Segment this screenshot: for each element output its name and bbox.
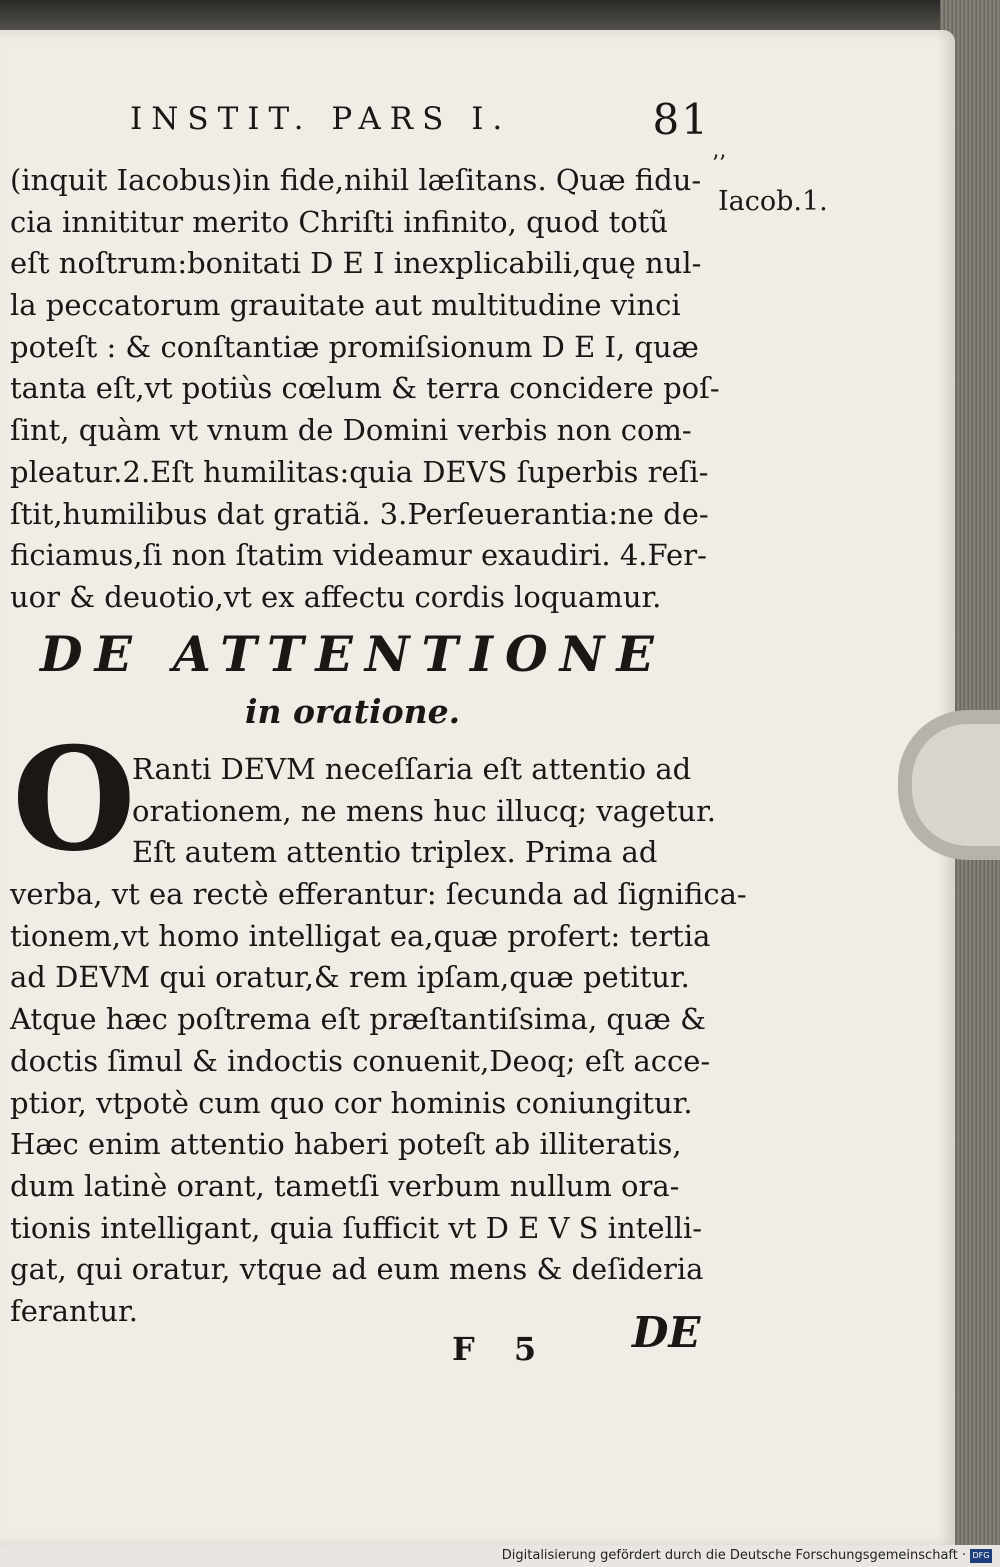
dfg-logo-icon: DFG (970, 1549, 992, 1563)
text-line: verba, vt ea rectè efferantur: ſecunda ad ſignifica- (10, 877, 747, 912)
text-line: uor & deuotio,vt ex affectu cordis loquamur. (10, 579, 662, 614)
text-line: pleatur.2.Eſt humilitas:quia DEVS ſuperbis reſi- (10, 454, 709, 489)
section-heading: DE ATTENTIONE (40, 625, 666, 683)
text-line: la peccatorum grauitate aut multitudine vinci (10, 288, 681, 323)
paragraph-2 (10, 749, 747, 1333)
footer-separator: · (961, 1548, 966, 1563)
text-line: ferantur. (10, 1293, 138, 1328)
text-line: ſint, quàm vt vnum de Domini verbis non com- (10, 413, 692, 448)
text-line: eſt noſtrum:bonitati D E I inexplicabili,quę nul- (10, 246, 702, 281)
margin-quote-mark: ’’ (712, 152, 726, 177)
margin-note: Iacob.1. (718, 186, 828, 217)
page-number: 81 (652, 95, 710, 144)
text-line: orationem, ne mens huc illucq; vagetur. (132, 793, 717, 828)
text-line: tionis intelligant, quia ſufficit vt D E V S intelli- (10, 1210, 703, 1245)
signature-mark: F 5 (452, 1330, 551, 1368)
drop-capital: O (12, 717, 136, 883)
digitization-footer (502, 1548, 992, 1563)
text-line: Eſt autem attentio triplex. Prima ad (132, 835, 658, 870)
text-line: cia innititur merito Chriſti infinito, quod totũ (10, 204, 669, 239)
text-line: doctis ſimul & indoctis conuenit,Deoq; eſt acce- (10, 1043, 711, 1078)
text-line: tanta eſt,vt potiùs cœlum & terra concidere poſ- (10, 371, 720, 406)
section-subheading: in oratione. (245, 692, 461, 731)
text-line: poteſt : & conſtantiæ promiſsionum D E I, quæ (10, 329, 699, 364)
footer-text: Digitalisierung gefördert durch die Deutsche Forschungsgemeinschaft (501, 1548, 958, 1563)
text-line: ſtit,humilibus dat gratiã. 3.Perſeuerantia:ne de- (10, 496, 709, 531)
text-line: Hæc enim attentio haberi poteſt ab illiteratis, (10, 1127, 682, 1162)
text-line: ptior, vtpotè cum quo cor hominis coniungitur. (10, 1085, 693, 1120)
text-line: (inquit Iacobus)in fide,nihil læſitans. Quæ fidu- (10, 163, 702, 197)
catchword: DE (632, 1308, 701, 1357)
paragraph-1 (10, 160, 720, 619)
text-line: dum latinè orant, tametſi verbum nullum ora- (10, 1168, 680, 1203)
text-line: gat, qui oratur, vtque ad eum mens & deſideria (10, 1252, 704, 1287)
text-line: tionem,vt homo intelligat ea,quæ profert: tertia (10, 918, 711, 953)
text-line: ficiamus,ſi non ſtatim videamur exaudiri. 4.Fer- (10, 538, 707, 573)
running-head (130, 95, 710, 145)
text-line: Atque hæc poſtrema eſt præſtantiſsima, quæ & (10, 1002, 706, 1037)
running-head-title: INSTIT. PARS I. (130, 101, 512, 137)
text-line: Ranti DEVM neceſſaria eſt attentio ad (132, 752, 692, 786)
text-line: ad DEVM qui oratur,& rem ipſam,quæ petitur. (10, 960, 690, 995)
